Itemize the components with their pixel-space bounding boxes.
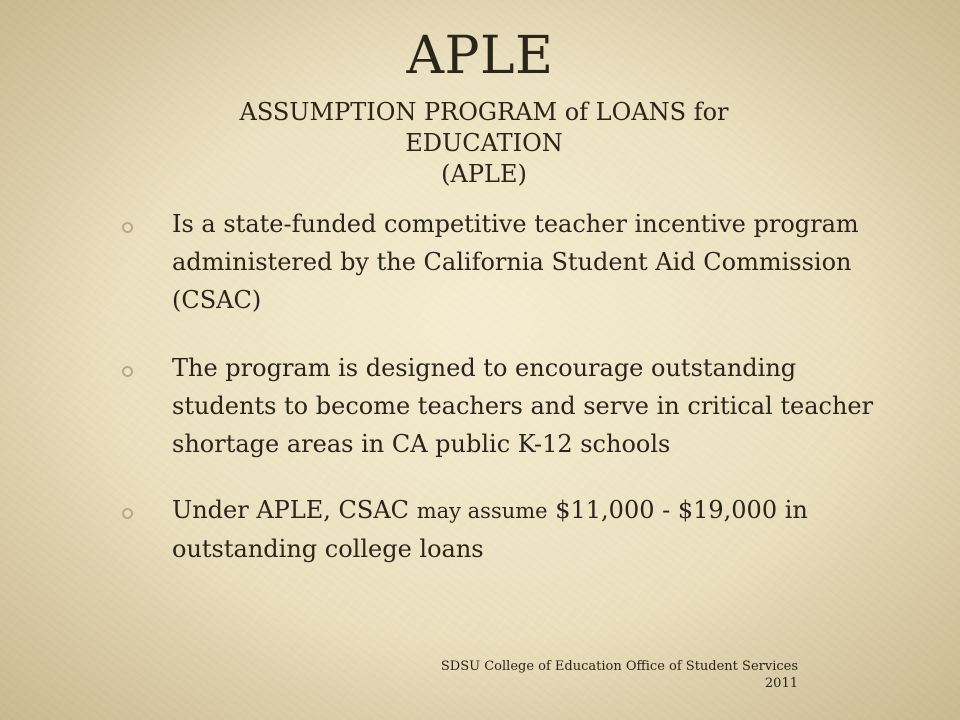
bullet-text: Is a state-funded competitive teacher incentive program administered by the California Student Aid Commission (CSAC): [172, 210, 859, 314]
slide-subtitle: [130, 97, 830, 190]
subtitle-line: EDUCATION: [405, 129, 563, 157]
subtitle-line: ASSUMPTION PROGRAM of LOANS for: [239, 98, 729, 126]
footer-line: SDSU College of Education Office of Student Services: [440, 659, 798, 674]
title-block: [130, 24, 830, 190]
circle-bullet-icon: [122, 222, 133, 233]
circle-bullet-icon: [122, 508, 133, 519]
footer-line: 2011: [764, 676, 798, 691]
bullet-item: [122, 205, 882, 319]
slide-title: APLE: [406, 26, 554, 86]
bullet-text-part: Under APLE, CSAC: [172, 496, 417, 524]
bullet-text-part: $11,000 - $19,000 in outstanding college loans: [172, 496, 808, 563]
subtitle-line: (APLE): [441, 160, 527, 188]
bullet-text-part: may assume: [416, 499, 548, 523]
bullet-item: [122, 349, 882, 463]
slide-footer: [420, 658, 798, 692]
circle-bullet-icon: [122, 366, 133, 377]
bullet-item: [122, 491, 882, 568]
bullet-list: [122, 205, 882, 568]
bullet-text: [172, 496, 808, 563]
bullet-text: The program is designed to encourage outstanding students to become teachers and serve in critical teacher shortage areas in CA public K-12 schools: [172, 354, 874, 458]
